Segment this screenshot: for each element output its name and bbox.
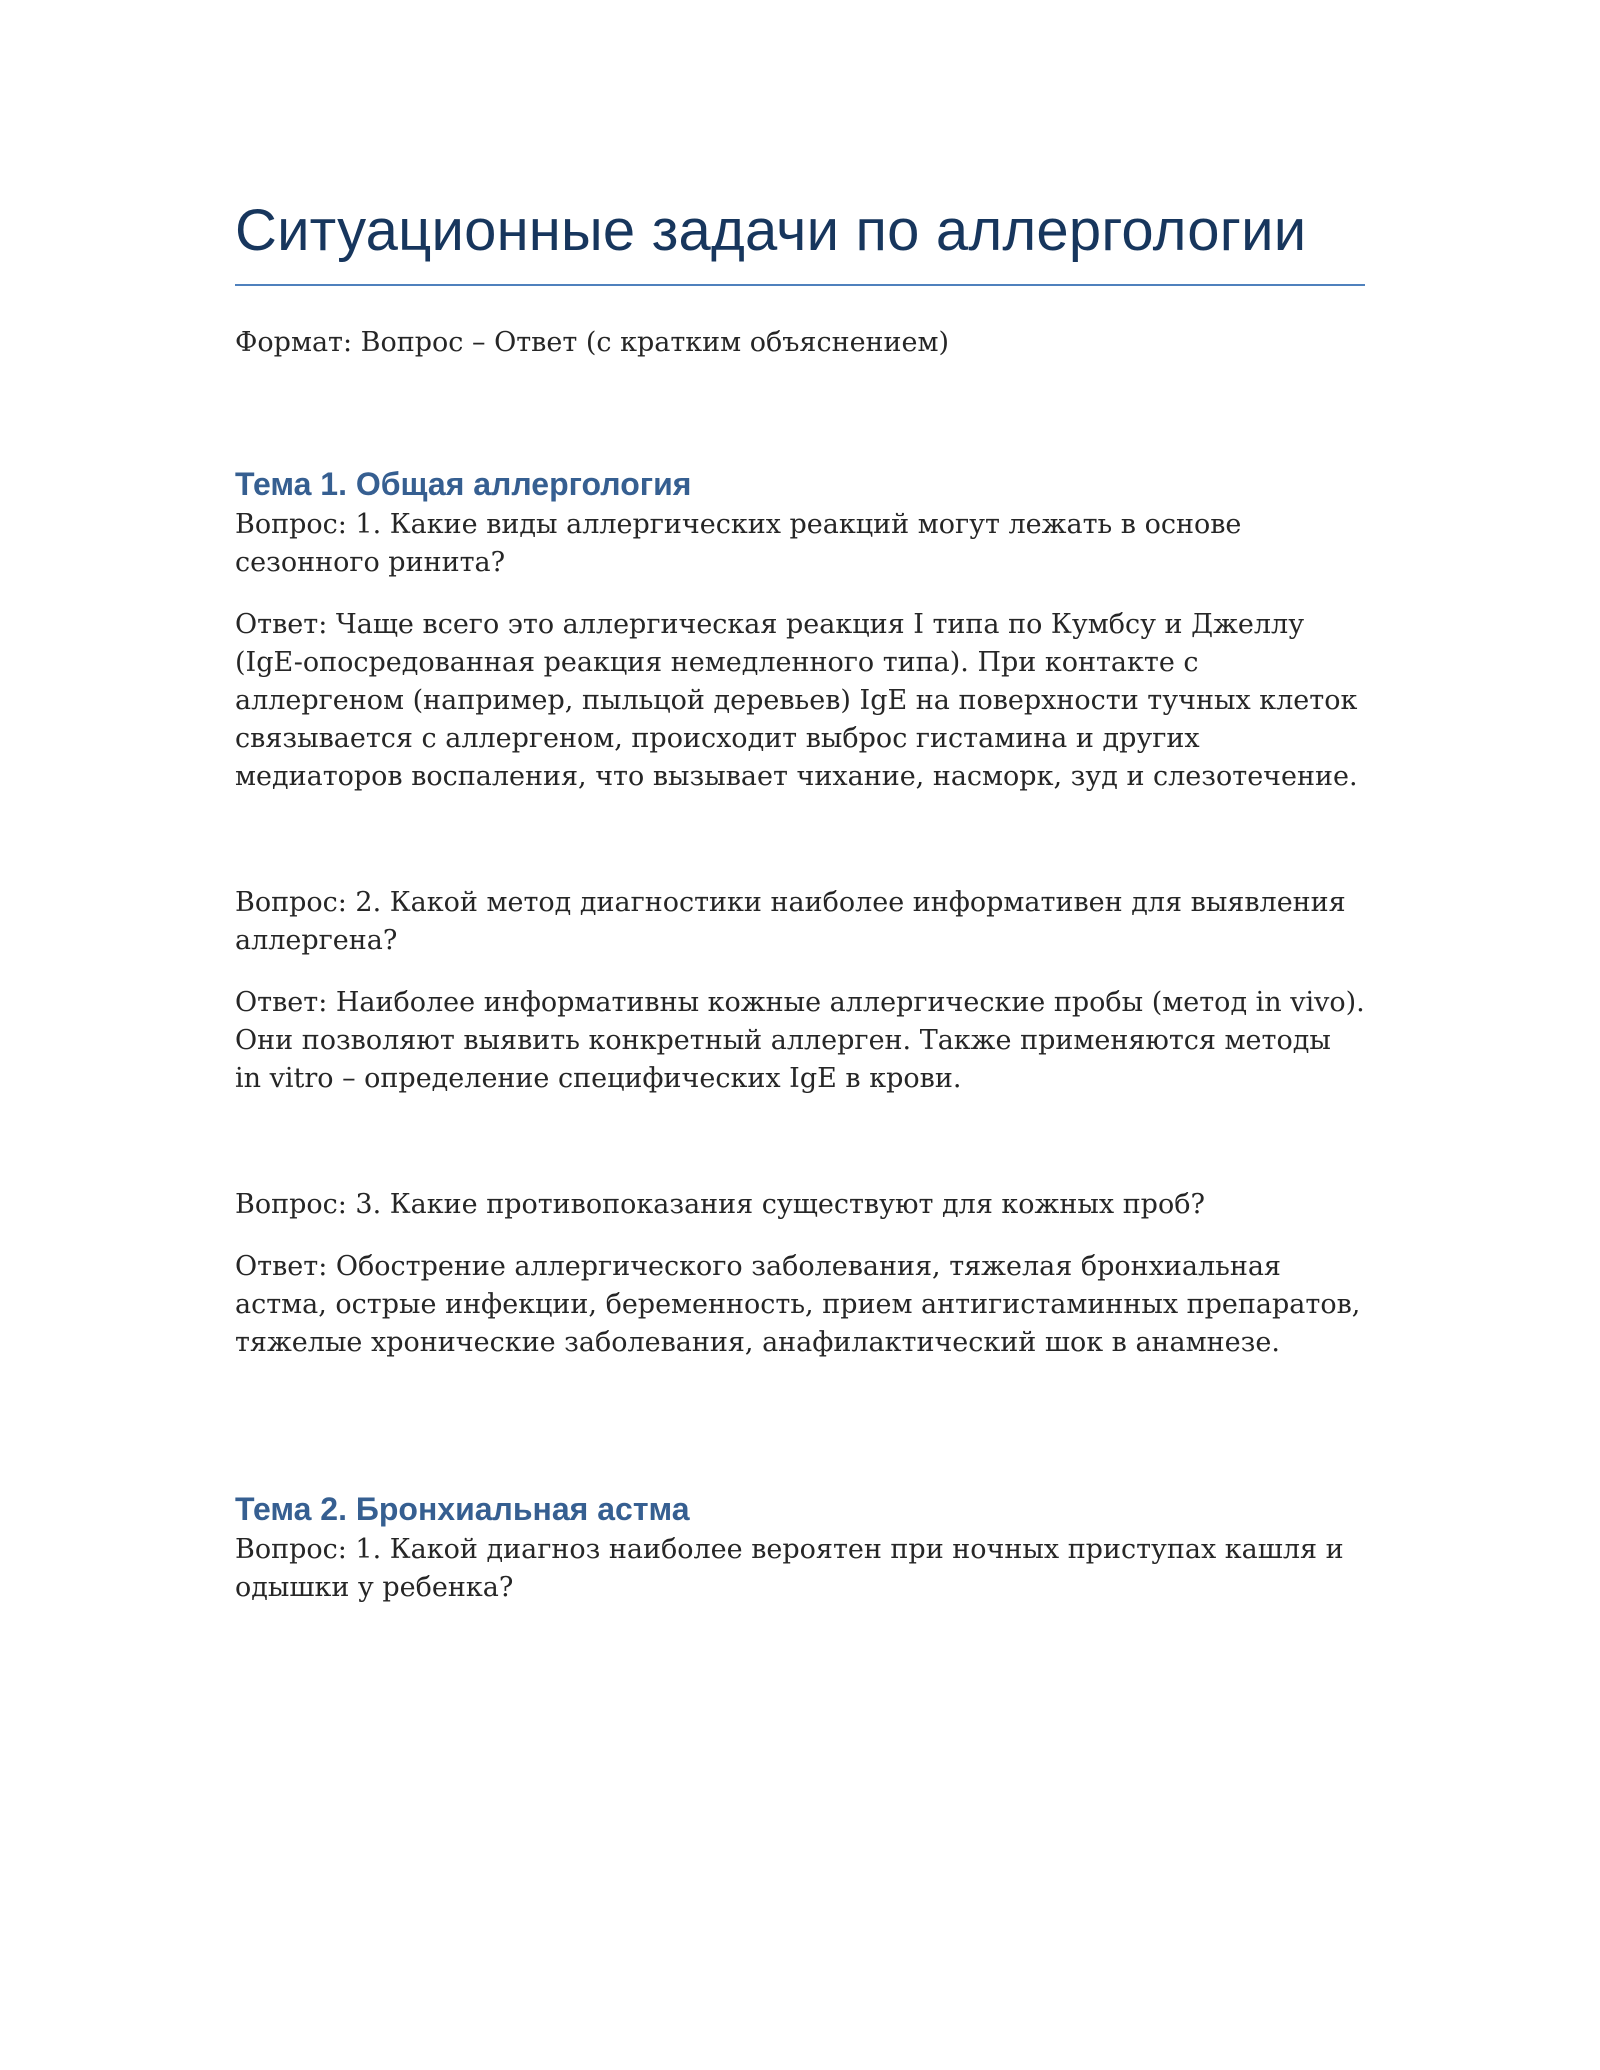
question-text: Вопрос: 2. Какой метод диагностики наиболее информативен для выявления аллергена? (235, 887, 1346, 956)
answer-text: Ответ: Чаще всего это аллергическая реакция I типа по Кумбсу и Джеллу (IgE-опосредованная реакция немедленного типа). При контакте с аллергеном (например, пыльцой деревьев) IgE на поверхности тучных клеток связывается с аллергеном, происходит выброс гистамина и других медиаторов воспаления, что вызывает чихание, насморк, зуд и слезотечение. (235, 609, 1358, 792)
answer-text: Ответ: Обострение аллергического заболевания, тяжелая бронхиальная астма, острые инфекции, беременность, прием антигистаминных препаратов, тяжелые хронические заболевания, анафилактический шок в анамнезе. (235, 1251, 1361, 1358)
answer-text: Ответ: Наиболее информативны кожные аллергические пробы (метод in vivo). Они позволяют выявить конкретный аллерген. Также применяются методы in vitro – определение специфических IgE в крови. (235, 987, 1365, 1094)
topic-heading: Тема 1. Общая аллергология (235, 466, 692, 502)
question-text: Вопрос: 1. Какой диагноз наиболее вероятен при ночных приступах кашля и одышки у ребенка? (235, 1534, 1344, 1603)
format-line: Формат: Вопрос – Ответ (с кратким объяснением) (235, 327, 950, 358)
document-title: Ситуационные задачи по аллергологии (235, 190, 1365, 286)
topic-section-1 (235, 462, 1365, 1362)
question-text: Вопрос: 3. Какие противопоказания существуют для кожных проб? (235, 1189, 1205, 1220)
question-text: Вопрос: 1. Какие виды аллергических реакций могут лежать в основе сезонного ринита? (235, 509, 1242, 578)
topic-section-2 (235, 1487, 1365, 1607)
spacer (235, 1098, 1365, 1186)
topic-heading: Тема 2. Бронхиальная астма (235, 1491, 690, 1527)
spacer (235, 796, 1365, 884)
document-content (235, 190, 1365, 1607)
